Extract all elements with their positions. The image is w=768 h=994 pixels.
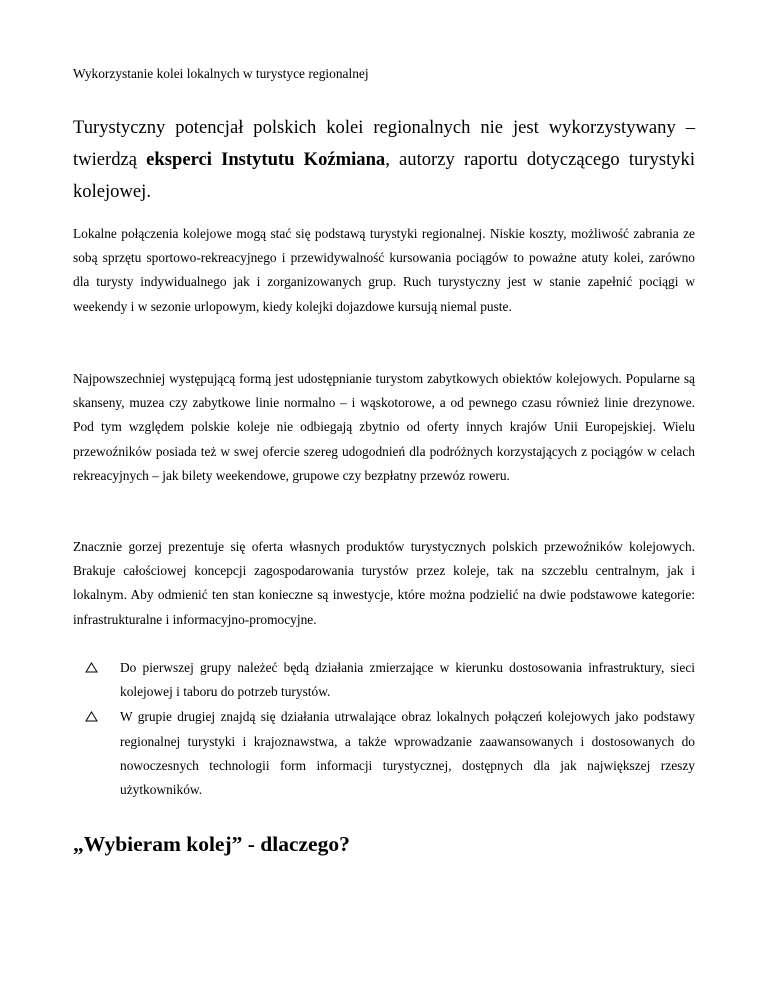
- bullet-item: [73, 656, 695, 704]
- document-header-label: Wykorzystanie kolei lokalnych w turystyce regionalnej: [73, 66, 369, 81]
- triangle-outline-icon: [85, 705, 101, 729]
- lead-text-bold: eksperci Instytutu Koźmiana: [146, 149, 386, 170]
- body-paragraph-2: Najpowszechniej występującą formą jest udostępnianie turystom zabytkowych obiektów kolejowych. Popularne są skanseny, muzea czy zabytkowe linie normalno – i wąskotorowe, a od pewnego czasu również linie drezynowe. Pod tym względem polskie koleje nie odbiegają zbytnio od oferty innych krajów Unii Europejskiej. Wielu przewoźników posiada też w swej ofercie szereg udogodnień dla podróżnych korzystających z pociągów w celach rekreacyjnych – jak bilety weekendowe, grupowe czy bezpłatny przewóz roweru.: [73, 371, 695, 483]
- body-paragraph-1: Lokalne połączenia kolejowe mogą stać się podstawą turystyki regionalnej. Niskie koszty, możliwość zabrania ze sobą sprzętu sportowo-rekreacyjnego i przewidywalność kursowania pociągów to poważne atuty kolei, zarówno dla turysty indywidualnego jak i zorganizowanych grup. Ruch turystyczny jest w stanie zapełnić pociągi w weekendy i w sezonie urlopowym, kiedy kolejki dojazdowe kursują niemal puste.: [73, 226, 695, 314]
- bullet-text: W grupie drugiej znajdą się działania utrwalające obraz lokalnych połączeń kolejowych jako podstawy regionalnej turystyki i krajoznawstwa, a także wprowadzanie zaawansowanych i dostosowanych do nowoczesnych technologii form informacji turystycznej, dostępnych dla jak największej rzeszy użytkowników.: [120, 709, 695, 798]
- body-paragraph-3: Znacznie gorzej prezentuje się oferta własnych produktów turystycznych polskich przewoźników kolejowych. Brakuje całościowej koncepcji zagospodarowania turystów przez koleje, tak na szczeblu centralnym, jak i lokalnym. Aby odmienić ten stan konieczne są inwestycje, które można podzielić na dwie podstawowe kategorie: infrastrukturalne i informacyjno-promocyjne.: [73, 539, 695, 627]
- lead-text-before: Turystyczny potencjał polskich kolei regionalnych nie jest wykorzystywany – twierdzą: [73, 117, 695, 170]
- bullet-list: [73, 656, 695, 803]
- bullet-item: [73, 705, 695, 802]
- triangle-outline-icon: [85, 656, 101, 680]
- lead-paragraph: [73, 112, 695, 208]
- section-heading: „Wybieram kolej” - dlaczego?: [73, 832, 350, 856]
- lead-text-after: , autorzy raportu dotyczącego turystyki kolejowej.: [73, 149, 696, 202]
- bullet-text: Do pierwszej grupy należeć będą działania zmierzające w kierunku dostosowania infrastruktury, sieci kolejowej i taboru do potrzeb turystów.: [120, 660, 695, 700]
